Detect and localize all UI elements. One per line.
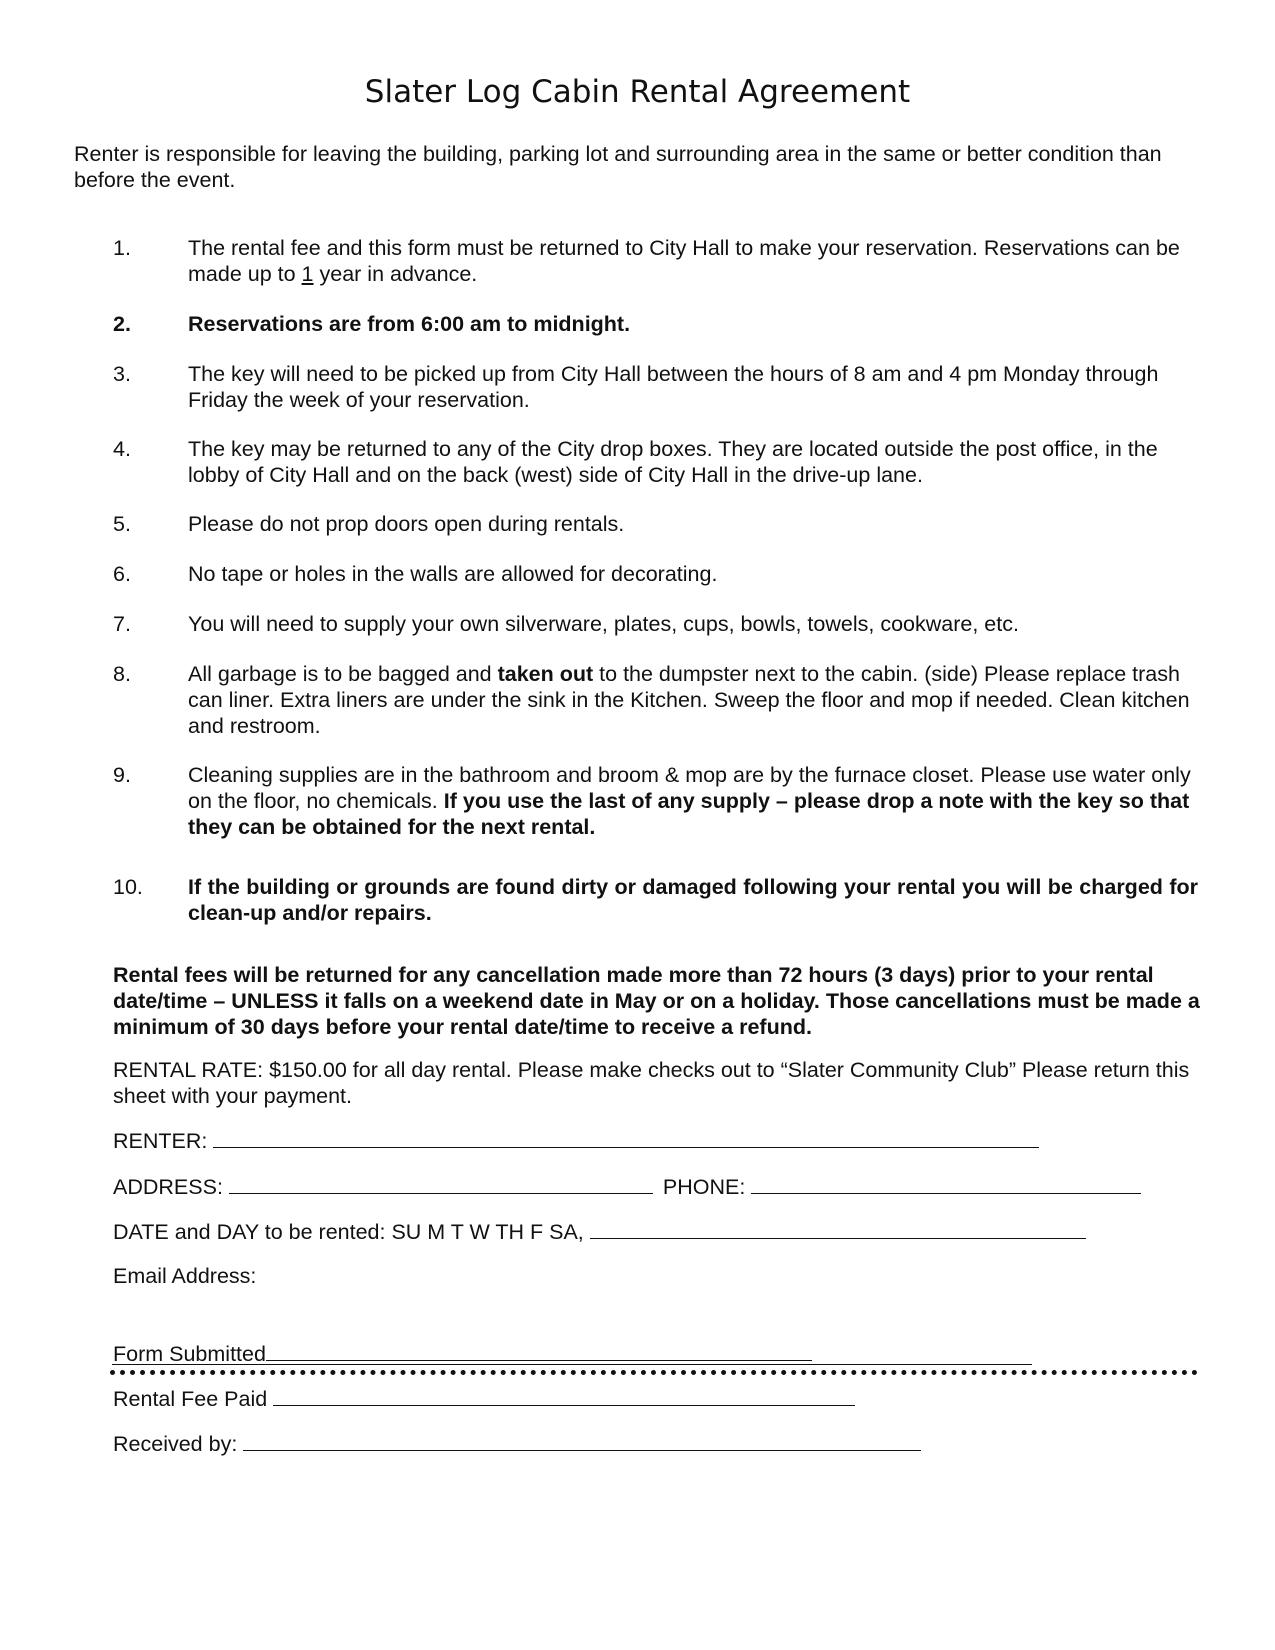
- item-text-part: to the dumpster next to the cabin. (side) Please replace trash can liner. Extra liners are under the sink in the Kitchen. Sweep the floor and mop if needed. Clean kitchen and restroom.: [188, 662, 1190, 738]
- address-phone-field: [113, 1173, 1141, 1200]
- rental-rate: RENTAL RATE: $150.00 for all day rental. Please make checks out to “Slater Community Club” Please return this sheet with your payment.: [113, 1058, 1190, 1108]
- received-by-field: [113, 1430, 921, 1457]
- item-number: 5.: [113, 512, 131, 536]
- address-label: ADDRESS:: [113, 1175, 223, 1199]
- item-text-part: The rental fee and this form must be returned to City Hall to make your reservation. Reservations can be made up to: [188, 236, 1180, 286]
- renter-field: [113, 1127, 1039, 1154]
- item-text-part: year in advance.: [313, 262, 478, 286]
- email-label: Email Address:: [113, 1264, 257, 1288]
- item-text: Please do not prop doors open during rentals.: [188, 512, 625, 536]
- date-field: [113, 1218, 1086, 1245]
- item-text-underlined: 1: [301, 262, 314, 286]
- item-number: 8.: [113, 662, 131, 686]
- renter-label: RENTER:: [113, 1129, 208, 1153]
- item-number: 4.: [113, 437, 131, 461]
- phone-input-line[interactable]: [751, 1173, 1141, 1194]
- date-label: DATE and DAY to be rented: SU M T W TH F SA,: [113, 1220, 584, 1244]
- item-number: 1.: [113, 236, 131, 260]
- received-by-input-line[interactable]: [243, 1430, 921, 1451]
- email-field: [113, 1263, 256, 1289]
- form-submitted-label: Form Submitted: [113, 1342, 266, 1366]
- renter-input-line[interactable]: [213, 1127, 1039, 1148]
- item-text: If the building or grounds are found dirty or damaged following your rental you will be charged for clean-up and/or repairs.: [188, 875, 1198, 925]
- item-number: 6.: [113, 562, 131, 586]
- item-text-part: Cleaning supplies are in the bathroom and broom & mop are by the furnace closet. Please use water only on the floor, no chemicals.: [188, 763, 1191, 813]
- form-submitted-field: [113, 1340, 812, 1367]
- item-text-bold: taken out: [497, 662, 594, 686]
- cut-line-divider: [110, 1370, 1198, 1375]
- cancellation-policy: Rental fees will be returned for any cancellation made more than 72 hours (3 days) prior to your rental date/time – UNLESS it falls on a weekend date in May or on a holiday. Those cancellations must be made a minimum of 30 days before your rental date/time to receive a refund.: [113, 963, 1200, 1039]
- document-title: Slater Log Cabin Rental Agreement: [364, 74, 911, 110]
- item-text: You will need to supply your own silverware, plates, cups, bowls, towels, cookware, etc.: [188, 612, 1019, 636]
- item-number: 9.: [113, 763, 131, 787]
- item-text: The key will need to be picked up from City Hall between the hours of 8 am and 4 pm Monday through Friday the week of your reservation.: [188, 362, 1159, 412]
- fee-paid-field: [113, 1385, 855, 1412]
- item-text: [188, 762, 1198, 840]
- item-number: 7.: [113, 612, 131, 636]
- intro-paragraph: Renter is responsible for leaving the building, parking lot and surrounding area in the same or better condition than before the event.: [74, 142, 1162, 192]
- fee-paid-label: Rental Fee Paid: [113, 1387, 268, 1411]
- phone-label: PHONE:: [662, 1175, 746, 1199]
- form-submitted-input-line[interactable]: [266, 1340, 812, 1361]
- address-input-line[interactable]: [229, 1173, 653, 1194]
- item-text-bold: If you use the last of any supply – please drop a note with the key so that they can be obtained for the next rental.: [188, 789, 1190, 839]
- date-input-line[interactable]: [590, 1218, 1086, 1239]
- item-text: The key may be returned to any of the City drop boxes. They are located outside the post office, in the lobby of City Hall and on the back (west) side of City Hall in the drive-up lane.: [188, 437, 1158, 487]
- item-number: 3.: [113, 362, 131, 386]
- item-text: [188, 661, 1198, 739]
- item-text: Reservations are from 6:00 am to midnight.: [188, 312, 631, 336]
- item-text: [188, 235, 1198, 287]
- item-number: 10.: [113, 875, 143, 899]
- received-by-label: Received by:: [113, 1432, 238, 1456]
- item-number: 2.: [113, 312, 131, 336]
- item-text: No tape or holes in the walls are allowed for decorating.: [188, 562, 718, 586]
- item-text-part: All garbage is to be bagged and: [188, 662, 498, 686]
- fee-paid-input-line[interactable]: [273, 1385, 855, 1406]
